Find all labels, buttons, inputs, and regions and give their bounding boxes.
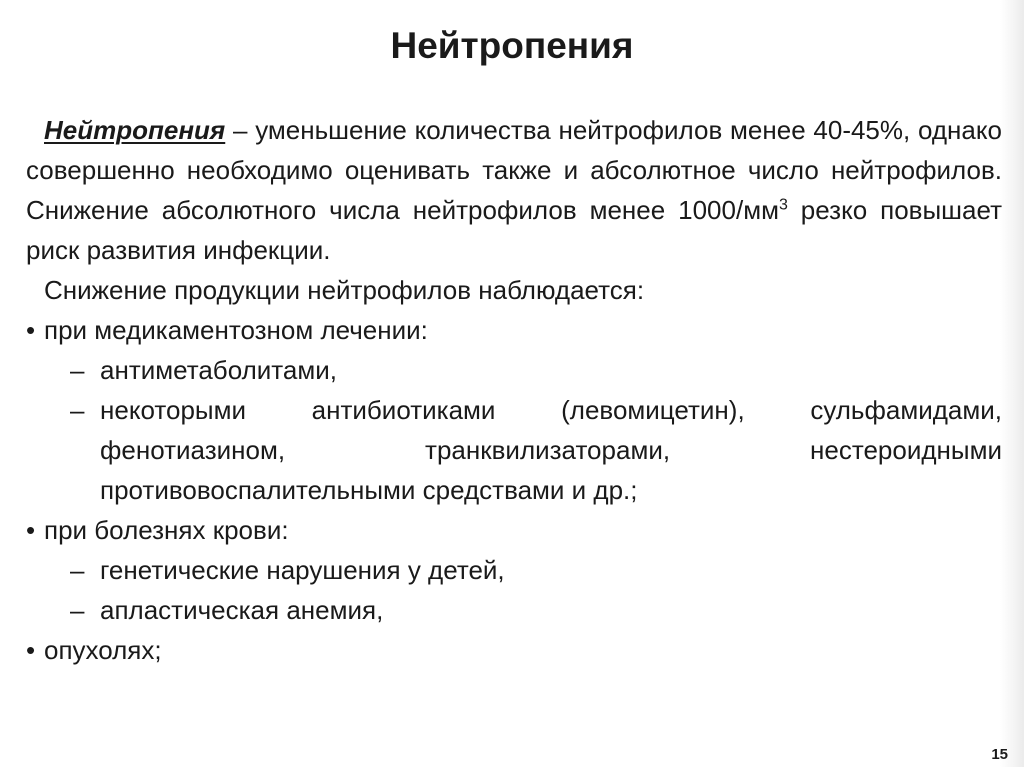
bullet-marker: • (26, 515, 36, 545)
dash-item (26, 590, 1002, 630)
definition-text-2: резко повышает риск развития инфекции. (26, 195, 1002, 265)
page-number: 15 (991, 746, 1008, 763)
bullet-label: при болезнях крови: (44, 515, 289, 545)
dash-marker: – (70, 395, 85, 425)
bullet-label: при медикаментозном лечении: (44, 315, 428, 345)
dash-text: апластическая анемия, (100, 595, 384, 625)
dash-text: некоторыми антибиотиками (левомицетин), сульфамидами, фенотиазином, транквилизаторами, нестероидными противовоспалительными средствами и др.; (100, 395, 1002, 505)
definition-term: Нейтропения (44, 115, 226, 145)
definition-paragraph (26, 110, 1002, 270)
dash-item (26, 550, 1002, 590)
bullet-label: опухолях; (44, 635, 162, 665)
slide-body (26, 110, 1002, 670)
bullet-item (26, 510, 1002, 550)
dash-item (26, 350, 1002, 390)
bullet-list (26, 310, 1002, 670)
slide-edge-shadow (1000, 0, 1024, 767)
intro-line: Снижение продукции нейтрофилов наблюдается: (44, 275, 645, 305)
dash-text: антиметаболитами, (100, 355, 337, 385)
dash-item (26, 390, 1002, 510)
bullet-marker: • (26, 315, 36, 345)
slide-title: Нейтропения (390, 25, 634, 66)
definition-text-1: – уменьшение количества нейтрофилов менее 40-45%, однако совершенно необходимо оценивать также и абсолютное число нейтрофилов. Снижение абсолютного числа нейтрофилов менее 1000/мм (26, 115, 1002, 225)
definition-superscript: 3 (778, 196, 788, 214)
bullet-marker: • (26, 635, 36, 665)
bullet-item (26, 630, 1002, 670)
dash-marker: – (70, 555, 85, 585)
dash-text: генетические нарушения у детей, (100, 555, 505, 585)
dash-marker: – (70, 595, 85, 625)
bullet-item (26, 310, 1002, 350)
dash-marker: – (70, 355, 85, 385)
